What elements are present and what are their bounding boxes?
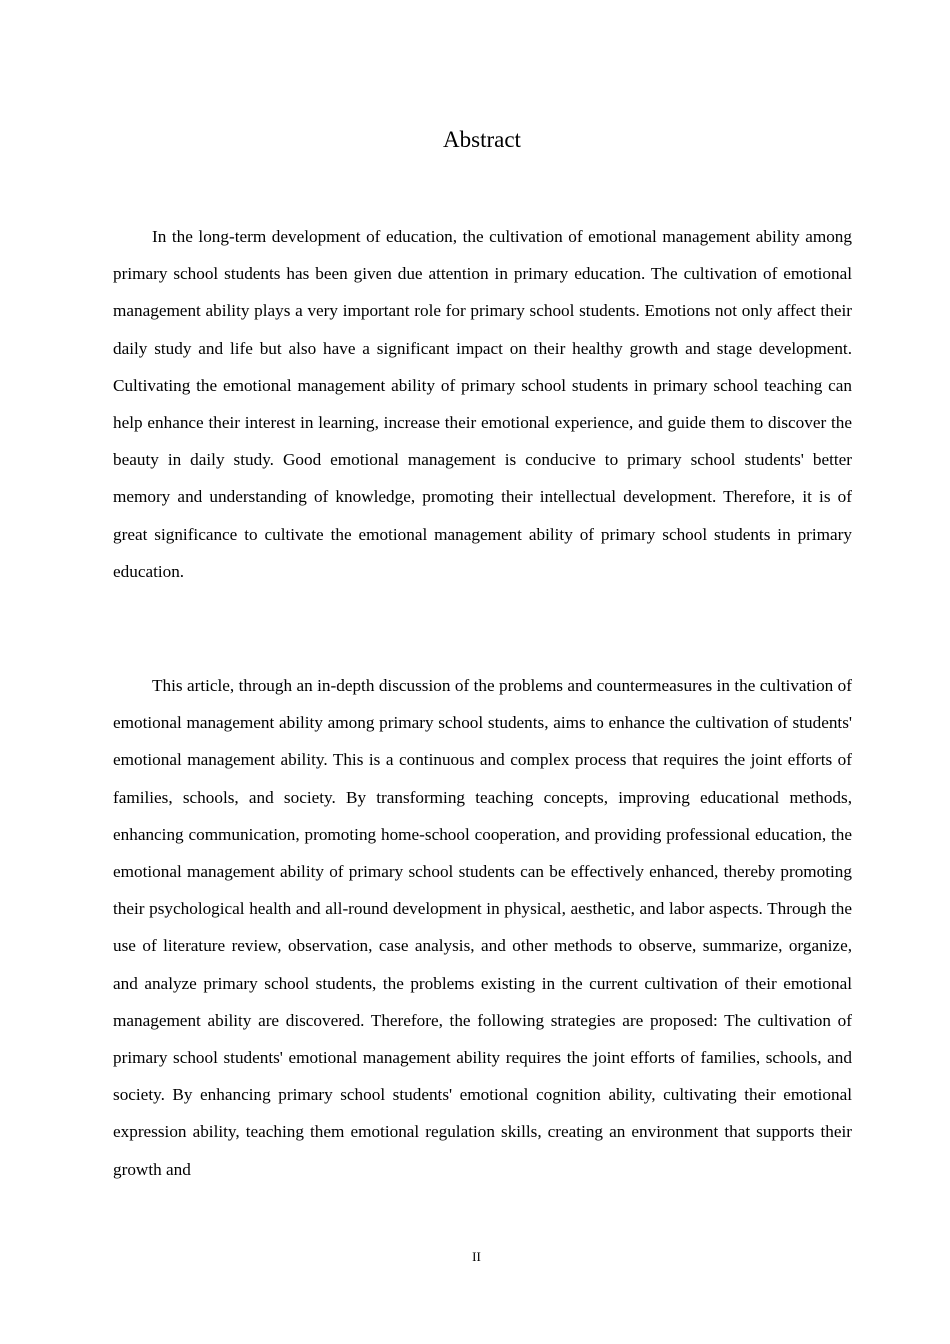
abstract-paragraph-2: This article, through an in-depth discussion of the problems and countermeasures in the cultivation of emotional management ability among primary school students, aims to enhance the cultivation of students' emotional management ability. This is a continuous and complex process that requires the joint efforts of families, schools, and society. By transforming teaching concepts, improving educational methods, enhancing communication, promoting home-school cooperation, and providing professional education, the emotional management ability of primary school students can be effectively enhanced, thereby promoting their psychological health and all-round development in physical, aesthetic, and labor aspects. Through the use of literature review, observation, case analysis, and other methods to observe, summarize, organize, and analyze primary school students, the problems existing in the current cultivation of their emotional management ability are discovered. Therefore, the following strategies are proposed: The cultivation of primary school students' emotional management ability requires the joint efforts of families, schools, and society. By enhancing primary school students' emotional cognition ability, cultivating their emotional expression ability, teaching them emotional regulation skills, creating an environment that supports their growth and: [113, 676, 852, 1179]
abstract-paragraph-1: In the long-term development of education, the cultivation of emotional management ability among primary school students has been given due attention in primary education. The cultivation of emotional management ability plays a very important role for primary school students. Emotions not only affect their daily study and life but also have a significant impact on their healthy growth and stage development. Cultivating the emotional management ability of primary school students in primary school teaching can help enhance their interest in learning, increase their emotional experience, and guide them to discover the beauty in daily study. Good emotional management is conducive to primary school students' better memory and understanding of knowledge, promoting their intellectual development. Therefore, it is of great significance to cultivate the emotional management ability of primary school students in primary education.: [113, 227, 852, 581]
abstract-title: Abstract: [443, 127, 521, 152]
page-number: II: [472, 1249, 481, 1264]
